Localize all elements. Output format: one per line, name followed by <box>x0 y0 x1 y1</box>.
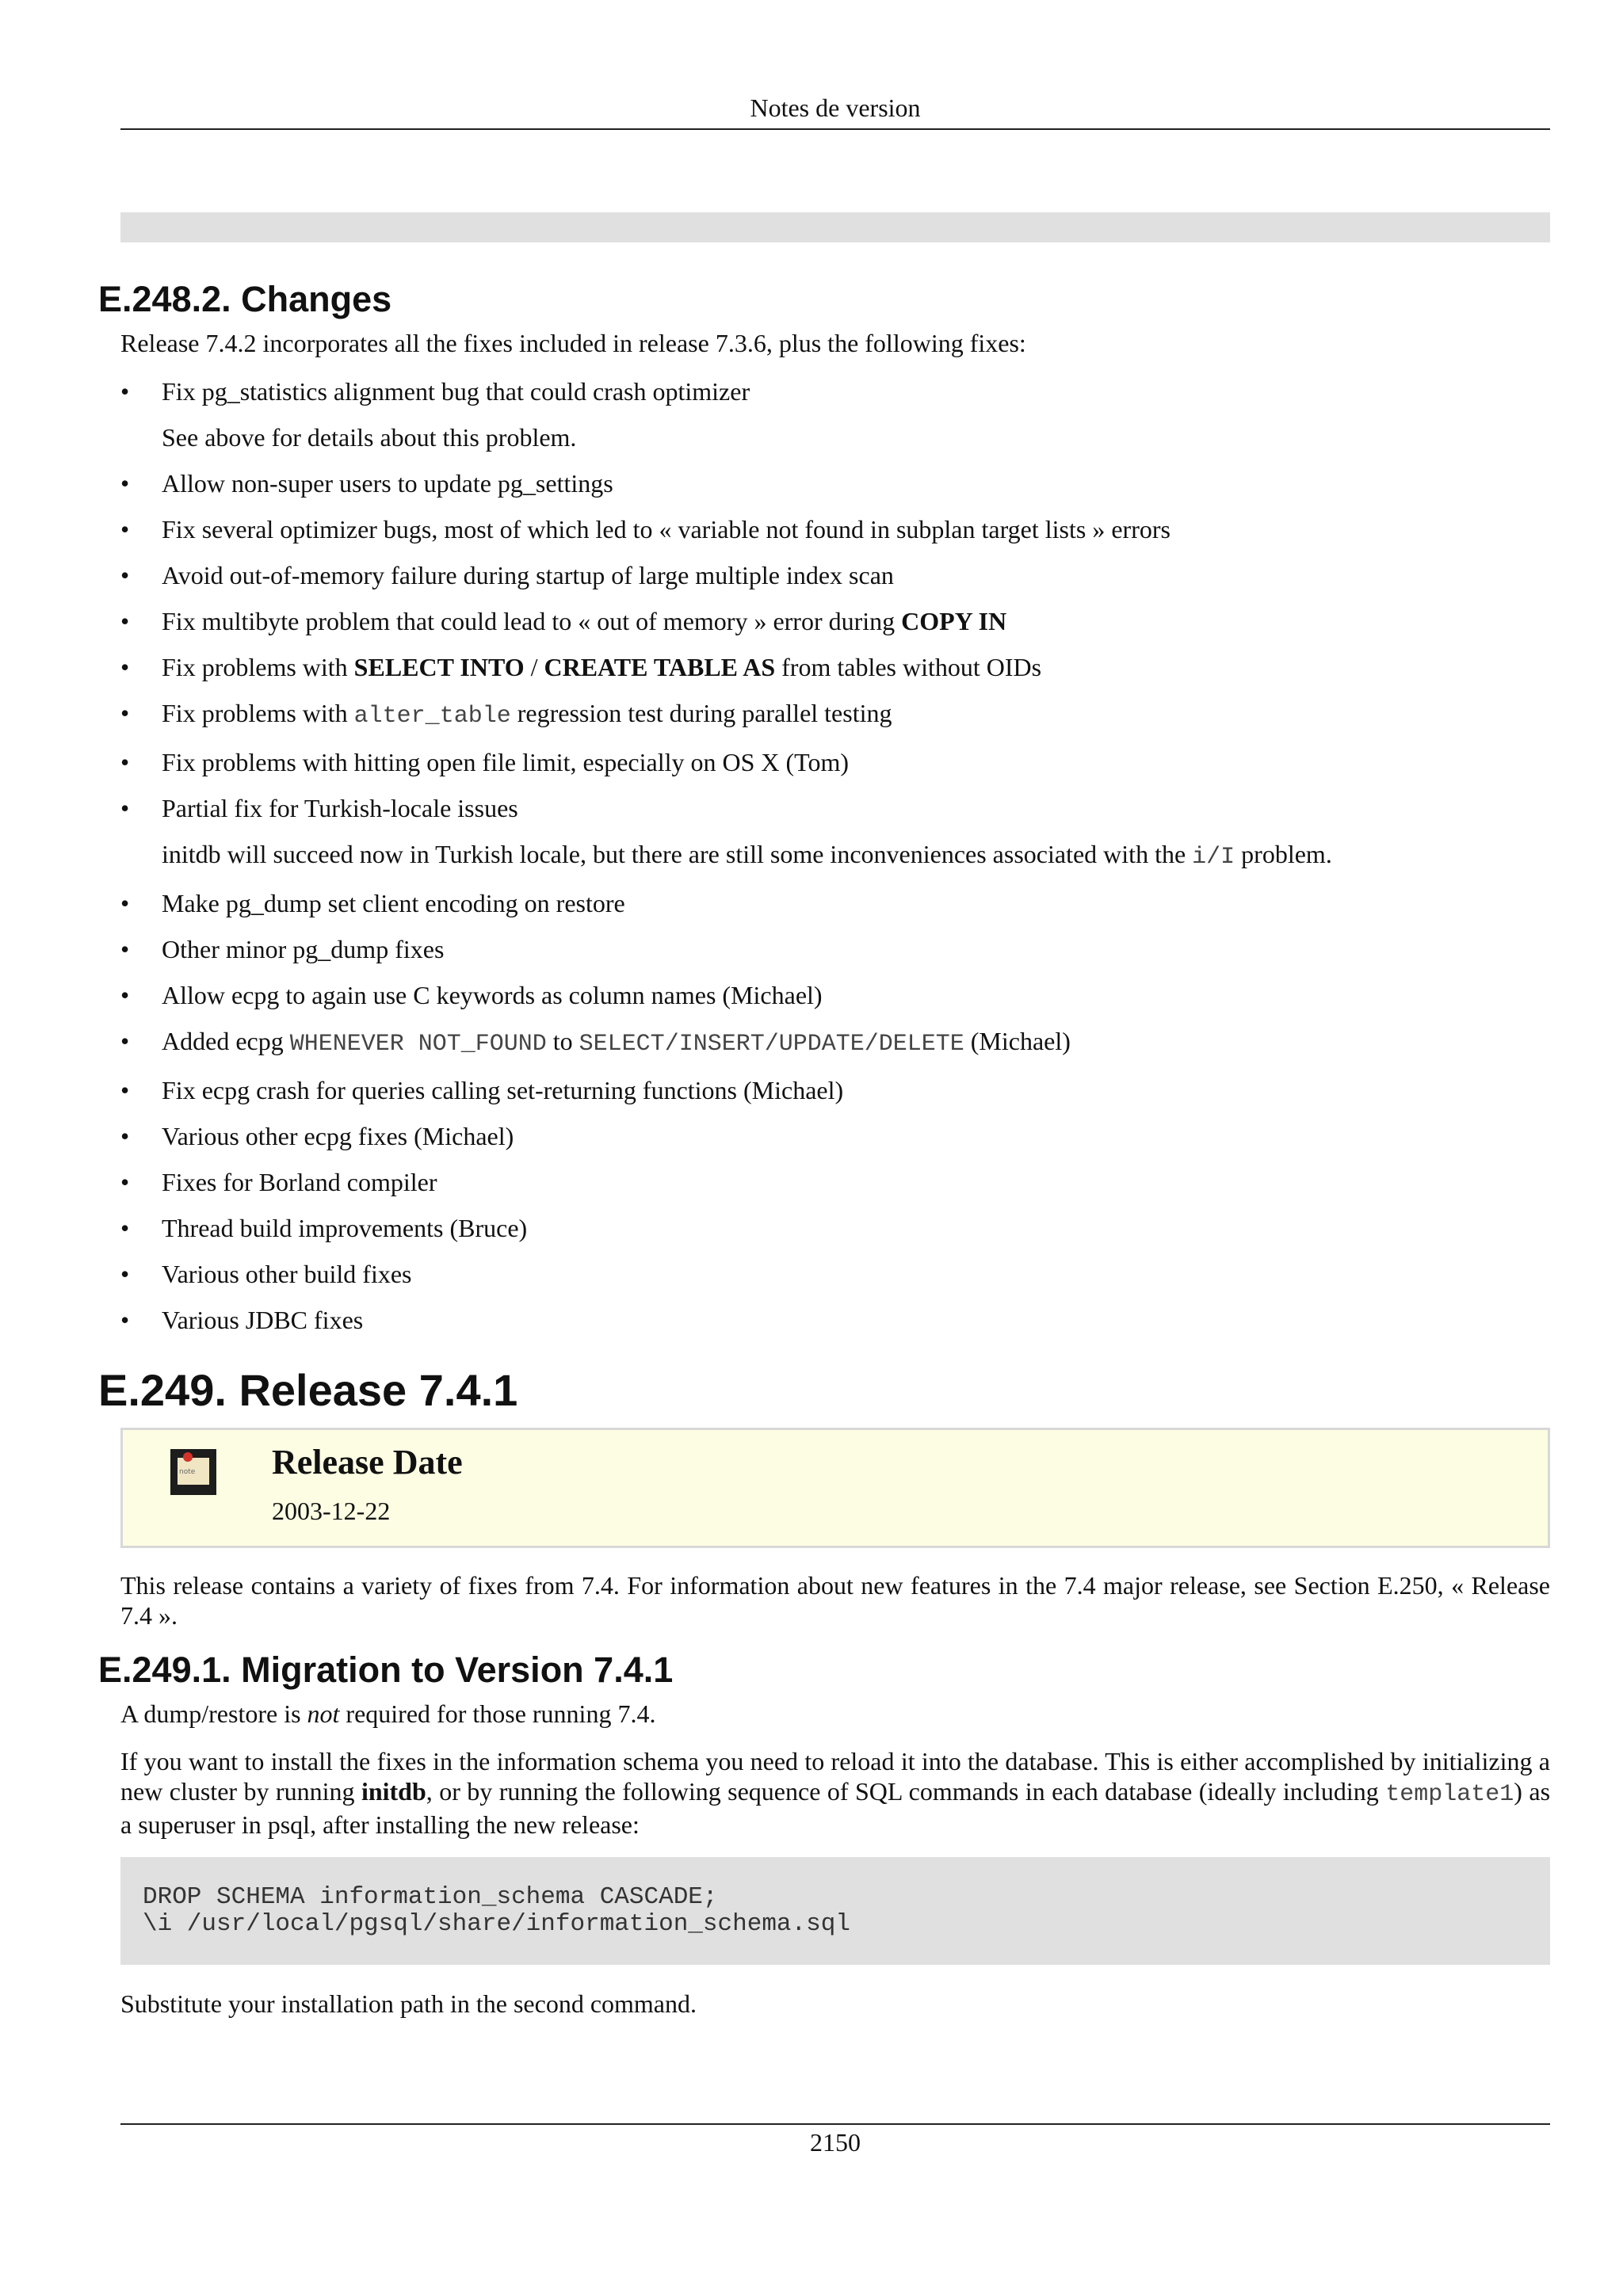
command-name: CREATE TABLE AS <box>544 653 776 681</box>
bullet: • <box>120 561 130 589</box>
note-title: Release Date <box>272 1443 463 1482</box>
migration-paragraph-2: If you want to install the fixes in the information schema you need to reload it into the database. This is either accomplished by initializing a new cluster by running initdb, or by running the following sequence of SQL commands in each database (ideally including template1) as a superuser in psql, after installing the new release: <box>120 1747 1551 1839</box>
note-icon <box>170 1449 216 1495</box>
bullet: • <box>120 1122 130 1150</box>
list-item: • Make pg_dump set client encoding on restore <box>120 889 625 917</box>
list-item: • Partial fix for Turkish-locale issues initdb will succeed now in Turkish locale, but there are still some inconveniences associated with the i/I problem. <box>98 792 1550 873</box>
code-literal: template1 <box>1385 1781 1514 1808</box>
command-name: SELECT INTO <box>353 653 525 681</box>
release-date: 2003-12-22 <box>272 1497 391 1525</box>
bullet: • <box>120 607 130 635</box>
list-item-note: initdb will succeed now in Turkish locale, but there are still some inconveniences associated with the i/I problem. <box>162 840 1332 871</box>
fixes-list <box>98 376 1550 1336</box>
list-item: • Fix several optimizer bugs, most of which led to « variable not found in subplan target lists » errors <box>120 515 1170 543</box>
release-intro: This release contains a variety of fixes from 7.4. For information about new features in the 7.4 major release, see Section E.250, « Release 7.4 ». <box>120 1571 1550 1630</box>
changes-heading: E.248.2. Changes <box>98 279 392 319</box>
release-date-note <box>120 1428 1550 1548</box>
bullet: • <box>120 935 130 963</box>
sql-code-block <box>120 1857 1550 1965</box>
list-item: • Fix ecpg crash for queries calling set-returning functions (Michael) <box>120 1076 844 1104</box>
list-item: • Fix multibyte problem that could lead to « out of memory » error during COPY IN <box>120 607 1007 635</box>
list-item: • Various JDBC fixes <box>120 1306 364 1334</box>
code-line: DROP SCHEMA information_schema CASCADE; <box>143 1883 718 1911</box>
code-block-remnant <box>120 212 1550 242</box>
note-icon-label: note <box>179 1468 196 1476</box>
bullet: • <box>120 1260 130 1288</box>
migration-paragraph-3: Substitute your installation path in the second command. <box>120 1989 697 2018</box>
page-number: 2150 <box>810 2128 861 2157</box>
pushpin-shape <box>183 1452 193 1462</box>
page-content <box>98 269 1550 2036</box>
bullet: • <box>120 1027 130 1055</box>
list-item-note: See above for details about this problem. <box>162 423 577 452</box>
list-item: • Added ecpg WHENEVER NOT_FOUND to SELECT/INSERT/UPDATE/DELETE (Michael) <box>120 1027 1071 1058</box>
list-item: • Avoid out-of-memory failure during startup of large multiple index scan <box>120 561 894 589</box>
bullet: • <box>120 1214 130 1242</box>
command-name: COPY IN <box>901 607 1007 635</box>
migration-heading: E.249.1. Migration to Version 7.4.1 <box>98 1650 674 1690</box>
bullet: • <box>120 1168 130 1196</box>
changes-intro: Release 7.4.2 incorporates all the fixes included in release 7.3.6, plus the following fixes: <box>120 329 1026 357</box>
bullet: • <box>120 469 130 498</box>
list-item: • Fix problems with SELECT INTO / CREATE TABLE AS from tables without OIDs <box>120 653 1042 681</box>
list-item: • Fix pg_statistics alignment bug that could crash optimizer See above for details about this problem. <box>98 376 1550 453</box>
list-item: • Thread build improvements (Bruce) <box>120 1214 528 1242</box>
bullet: • <box>120 377 130 406</box>
emphasis: not <box>307 1699 340 1728</box>
code-literal: alter_table <box>353 703 511 730</box>
list-item: • Various other build fixes <box>120 1260 412 1288</box>
list-item: • Fix problems with alter_table regression test during parallel testing <box>120 699 892 730</box>
bullet: • <box>120 653 130 681</box>
bullet: • <box>120 515 130 543</box>
bullet: • <box>120 889 130 917</box>
command-name: initdb <box>361 1777 426 1806</box>
list-item: • Allow non-super users to update pg_settings <box>120 469 613 498</box>
bullet: • <box>120 981 130 1009</box>
list-item: • Fixes for Borland compiler <box>120 1168 437 1196</box>
bullet: • <box>120 748 130 776</box>
code-literal: SELECT/INSERT/UPDATE/DELETE <box>579 1031 964 1058</box>
bullet: • <box>120 699 130 727</box>
release-heading: E.249. Release 7.4.1 <box>98 1365 518 1415</box>
code-literal: i/I <box>1192 844 1235 871</box>
list-item: • Allow ecpg to again use C keywords as column names (Michael) <box>120 981 823 1009</box>
list-item: • Fix problems with hitting open file limit, especially on OS X (Tom) <box>120 748 849 776</box>
migration-paragraph-1: A dump/restore is not required for those running 7.4. <box>120 1699 656 1728</box>
footer-rule <box>120 2123 1550 2125</box>
header-rule <box>120 128 1550 130</box>
bullet: • <box>120 1076 130 1104</box>
code-line: \i /usr/local/pgsql/share/information_schema.sql <box>143 1910 850 1938</box>
list-item: • Other minor pg_dump fixes <box>120 935 445 963</box>
code-literal: WHENEVER NOT_FOUND <box>289 1031 547 1058</box>
list-item: • Various other ecpg fixes (Michael) <box>120 1122 514 1150</box>
bullet: • <box>120 794 130 822</box>
running-header: Notes de version <box>750 93 921 122</box>
bullet: • <box>120 1306 130 1334</box>
